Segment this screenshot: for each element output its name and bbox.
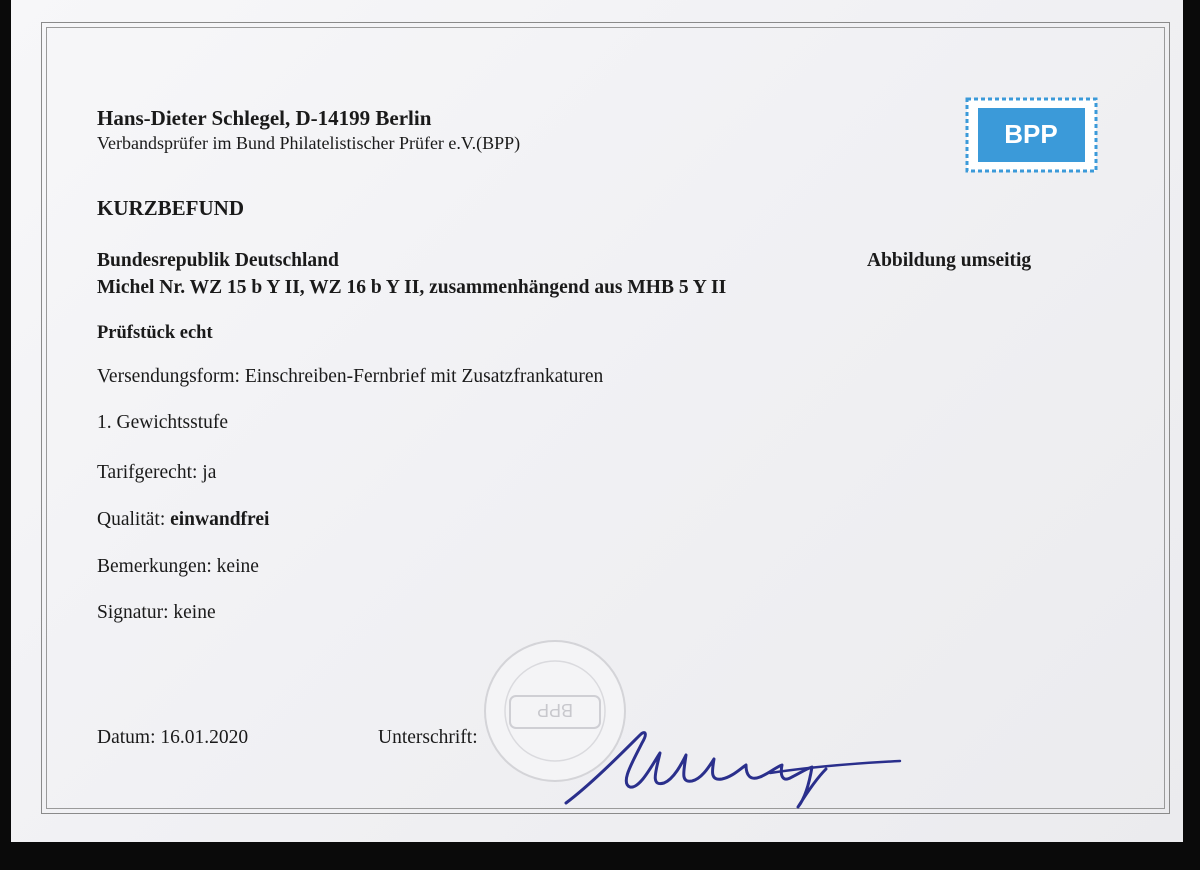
remarks: Bemerkungen: keine	[97, 556, 259, 577]
examiner-role: Verbandsprüfer im Bund Philatelistischer Prüfer e.V.(BPP)	[97, 133, 521, 153]
quality	[97, 509, 269, 531]
verdict: Prüfstück echt	[97, 323, 213, 343]
handwritten-signature	[560, 725, 910, 815]
bpp-logo	[963, 95, 1100, 175]
country: Bundesrepublik Deutschland	[97, 250, 339, 271]
document-type: KURZBEFUND	[97, 196, 245, 220]
quality-label: Qualität:	[97, 509, 166, 530]
tariff: Tarifgerecht: ja	[97, 462, 217, 483]
svg-text:BPP: BPP	[536, 700, 574, 720]
signature-mark: Signatur: keine	[97, 602, 216, 623]
catalog-numbers: Michel Nr. WZ 15 b Y II, WZ 16 b Y II, zusammenhängend aus MHB 5 Y II	[97, 277, 727, 298]
logo-text: BPP	[1004, 119, 1058, 149]
examiner-name: Hans-Dieter Schlegel, D-14199 Berlin	[97, 106, 432, 130]
quality-value: einwandfrei	[170, 509, 270, 530]
shipping-form: Versendungsform: Einschreiben-Fernbrief mit Zusatzfrankaturen	[97, 366, 604, 387]
date: Datum: 16.01.2020	[97, 727, 249, 748]
weight-class: 1. Gewichtsstufe	[97, 412, 229, 433]
illustration-note: Abbildung umseitig	[867, 250, 1032, 271]
signature-label: Unterschrift:	[378, 727, 478, 748]
